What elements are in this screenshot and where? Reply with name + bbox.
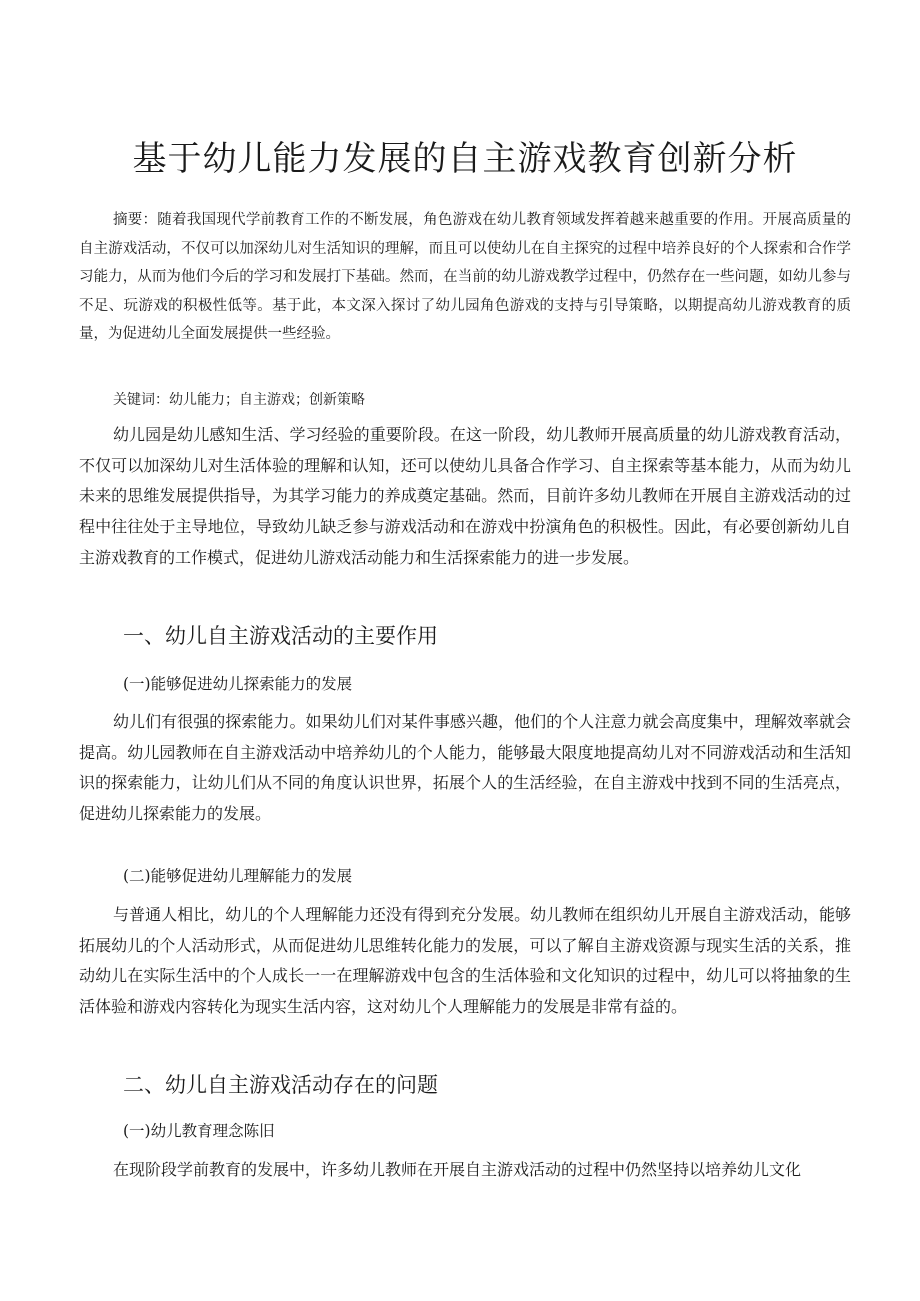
section-1-heading: 一、幼儿自主游戏活动的主要作用 [123, 624, 438, 648]
section-1-1-body: 幼儿们有很强的探索能力。如果幼儿们对某件事感兴趣，他们的个人注意力就会高度集中，理解效率就会提高。幼儿园教师在自主游戏活动中培养幼儿的个人能力，能够最大限度地提高幼儿对不同游戏活动和生活知识的探索能力，让幼儿们从不同的角度认识世界，拓展个人的生活经验，在自主游戏中找到不同的生活亮点，促进幼儿探索能力的发展。 [79, 712, 851, 824]
section-2-1-body: 在现阶段学前教育的发展中，许多幼儿教师在开展自主游戏活动的过程中仍然坚持以培养幼儿文化 [113, 1160, 802, 1179]
section-2-1-heading: (一)幼儿教育理念陈旧 [123, 1122, 275, 1140]
section-1-2-body: 与普通人相比，幼儿的个人理解能力还没有得到充分发展。幼儿教师在组织幼儿开展自主游戏活动，能够拓展幼儿的个人活动形式，从而促进幼儿思维转化能力的发展，可以了解自主游戏资源与现实生活的关系，推动幼儿在实际生活中的个人成长一一在理解游戏中包含的生活体验和文化知识的过程中，幼儿可以将抽象的生活体验和游戏内容转化为现实生活内容，这对幼儿个人理解能力的发展是非常有益的。 [79, 905, 851, 1017]
intro-paragraph: 幼儿园是幼儿感知生活、学习经验的重要阶段。在这一阶段，幼儿教师开展高质量的幼儿游戏教育活动，不仅可以加深幼儿对生活体验的理解和认知，还可以使幼儿具备合作学习、自主探索等基本能力，从而为幼儿未来的思维发展提供指导，为其学习能力的养成奠定基础。然而，目前许多幼儿教师在开展自主游戏活动的过程中往往处于主导地位，导致幼儿缺乏参与游戏活动和在游戏中扮演角色的积极性。因此，有必要创新幼儿自主游戏教育的工作模式，促进幼儿游戏活动能力和生活探索能力的进一步发展。 [79, 425, 851, 567]
section-2-heading: 二、幼儿自主游戏活动存在的问题 [123, 1073, 438, 1097]
keywords: 关键词：幼儿能力；自主游戏；创新策略 [113, 392, 365, 408]
abstract: 摘要：随着我国现代学前教育工作的不断发展，角色游戏在幼儿教育领域发挥着越来越重要的作用。开展高质量的自主游戏活动，不仅可以加深幼儿对生活知识的理解，而且可以使幼儿在自主探究的过程中培养良好的个人探索和合作学习能力，从而为他们今后的学习和发展打下基础。然而，在当前的幼儿游戏教学过程中，仍然存在一些问题，如幼儿参与不足、玩游戏的积极性低等。基于此，本文深入探讨了幼儿园角色游戏的支持与引导策略，以期提高幼儿游戏教育的质量，为促进幼儿全面发展提供一些经验。 [79, 212, 851, 343]
section-1-1-heading: (一)能够促进幼儿探索能力的发展 [123, 675, 353, 693]
page-title: 基于幼儿能力发展的自主游戏教育创新分析 [132, 139, 798, 179]
section-1-2-heading: (二)能够促进幼儿理解能力的发展 [123, 867, 353, 885]
